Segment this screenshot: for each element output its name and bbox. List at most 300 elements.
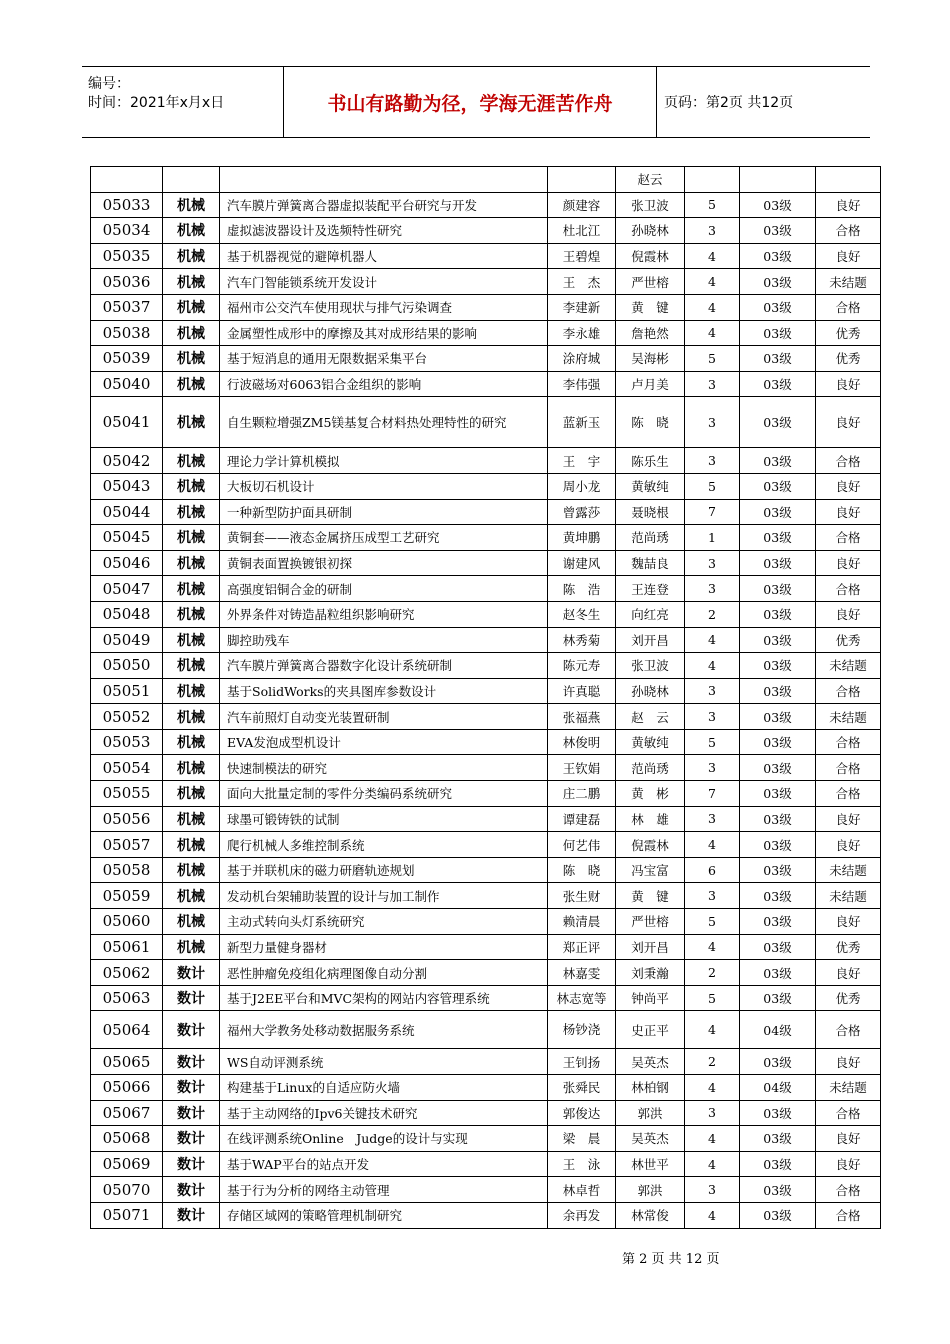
cell-members: 4 [685, 1126, 740, 1152]
cell-result: 良好 [816, 397, 881, 448]
cell-result: 合格 [816, 1202, 881, 1228]
cell-result: 未结题 [816, 653, 881, 679]
cell-grade: 03级 [740, 320, 816, 346]
table-row [91, 167, 881, 193]
cell-no: 05055 [91, 781, 163, 807]
table-row [91, 371, 881, 397]
cell-title: 爬行机械人多维控制系统 [220, 832, 548, 858]
cell-no: 05047 [91, 576, 163, 602]
header-motto-cell [283, 67, 657, 137]
footer-page-text: 第 2 页 共 12 页 [622, 1252, 720, 1267]
table-row [91, 627, 881, 653]
cell-members: 4 [685, 1202, 740, 1228]
cell-advisor: 赵云 [616, 167, 685, 193]
cell-dept: 数计 [163, 1177, 220, 1203]
cell-no: 05057 [91, 832, 163, 858]
table-row [91, 294, 881, 320]
cell-advisor: 孙晓林 [616, 678, 685, 704]
cell-no: 05035 [91, 243, 163, 269]
cell-student: 庄二鹏 [548, 781, 616, 807]
cell-result: 合格 [816, 678, 881, 704]
cell-dept [163, 167, 220, 193]
cell-grade: 03级 [740, 729, 816, 755]
cell-advisor: 林 雄 [616, 806, 685, 832]
cell-dept: 机械 [163, 883, 220, 909]
time-label: 时间：2021年x月x日 [88, 95, 225, 111]
cell-members: 3 [685, 1177, 740, 1203]
cell-advisor: 郭洪 [616, 1100, 685, 1126]
cell-student: 颜建容 [548, 192, 616, 218]
cell-dept: 机械 [163, 729, 220, 755]
cell-student: 谭建磊 [548, 806, 616, 832]
table-row [91, 1011, 881, 1049]
cell-result: 良好 [816, 601, 881, 627]
cell-result: 合格 [816, 576, 881, 602]
cell-title: 新型力量健身器材 [220, 934, 548, 960]
cell-result: 优秀 [816, 627, 881, 653]
cell-no: 05051 [91, 678, 163, 704]
table-row [91, 883, 881, 909]
cell-student: 李建新 [548, 294, 616, 320]
cell-title: 球墨可锻铸铁的试制 [220, 806, 548, 832]
cell-student: 王 泳 [548, 1151, 616, 1177]
cell-title: 高强度铝铜合金的研制 [220, 576, 548, 602]
table-row [91, 755, 881, 781]
cell-student: 赖清晨 [548, 909, 616, 935]
cell-advisor: 陈乐生 [616, 448, 685, 474]
cell-dept: 机械 [163, 346, 220, 372]
cell-title: 恶性肿瘤免疫组化病理图像自动分割 [220, 960, 548, 986]
table-row [91, 832, 881, 858]
cell-no: 05052 [91, 704, 163, 730]
cell-members: 4 [685, 1075, 740, 1101]
cell-members: 5 [685, 346, 740, 372]
cell-student: 李伟强 [548, 371, 616, 397]
cell-dept: 数计 [163, 1049, 220, 1075]
cell-advisor: 黄敏纯 [616, 473, 685, 499]
cell-no: 05050 [91, 653, 163, 679]
table-row [91, 1075, 881, 1101]
cell-student: 郑正评 [548, 934, 616, 960]
cell-no: 05071 [91, 1202, 163, 1228]
cell-title: 基于主动网络的Ipv6关键技术研究 [220, 1100, 548, 1126]
cell-grade: 04级 [740, 1075, 816, 1101]
cell-result: 合格 [816, 781, 881, 807]
cell-dept: 机械 [163, 781, 220, 807]
cell-dept: 数计 [163, 1011, 220, 1049]
cell-members: 4 [685, 294, 740, 320]
cell-title: 外界条件对铸造晶粒组织影响研究 [220, 601, 548, 627]
cell-no: 05062 [91, 960, 163, 986]
cell-student: 张福燕 [548, 704, 616, 730]
cell-no: 05063 [91, 985, 163, 1011]
cell-members: 3 [685, 448, 740, 474]
cell-no: 05048 [91, 601, 163, 627]
cell-members: 3 [685, 1100, 740, 1126]
cell-no: 05056 [91, 806, 163, 832]
cell-dept: 数计 [163, 1126, 220, 1152]
cell-advisor: 黄 键 [616, 294, 685, 320]
table-row [91, 781, 881, 807]
cell-no: 05033 [91, 192, 163, 218]
cell-grade: 03级 [740, 985, 816, 1011]
table-row [91, 346, 881, 372]
cell-student: 林秀菊 [548, 627, 616, 653]
cell-grade: 03级 [740, 1100, 816, 1126]
cell-dept: 机械 [163, 857, 220, 883]
cell-advisor: 孙晓林 [616, 218, 685, 244]
cell-student [548, 167, 616, 193]
cell-result: 合格 [816, 218, 881, 244]
cell-no: 05054 [91, 755, 163, 781]
table-row [91, 1100, 881, 1126]
cell-dept: 机械 [163, 294, 220, 320]
cell-student: 王碧煌 [548, 243, 616, 269]
cell-student: 余再发 [548, 1202, 616, 1228]
cell-title: 快速制模法的研究 [220, 755, 548, 781]
cell-grade: 03级 [740, 627, 816, 653]
cell-title: 基于WAP平台的站点开发 [220, 1151, 548, 1177]
cell-grade: 03级 [740, 473, 816, 499]
cell-advisor: 向红亮 [616, 601, 685, 627]
cell-members: 5 [685, 985, 740, 1011]
cell-members: 4 [685, 832, 740, 858]
cell-title: WS自动评测系统 [220, 1049, 548, 1075]
cell-title: 汽车门智能锁系统开发设计 [220, 269, 548, 295]
cell-grade: 03级 [740, 550, 816, 576]
cell-result: 未结题 [816, 857, 881, 883]
cell-no: 05059 [91, 883, 163, 909]
cell-no: 05065 [91, 1049, 163, 1075]
cell-grade: 03级 [740, 781, 816, 807]
cell-grade: 03级 [740, 218, 816, 244]
cell-members: 2 [685, 960, 740, 986]
table-row [91, 473, 881, 499]
cell-dept: 机械 [163, 550, 220, 576]
cell-student: 陈 浩 [548, 576, 616, 602]
cell-no: 05034 [91, 218, 163, 244]
cell-student: 曾露莎 [548, 499, 616, 525]
table-row [91, 397, 881, 448]
cell-advisor: 范尚琇 [616, 525, 685, 551]
cell-advisor: 严世榕 [616, 909, 685, 935]
cell-student: 郭俊达 [548, 1100, 616, 1126]
cell-grade: 03级 [740, 909, 816, 935]
cell-members: 3 [685, 397, 740, 448]
cell-grade: 03级 [740, 832, 816, 858]
cell-grade: 03级 [740, 1049, 816, 1075]
cell-advisor: 刘开昌 [616, 627, 685, 653]
cell-dept: 机械 [163, 320, 220, 346]
table-row [91, 218, 881, 244]
cell-no: 05038 [91, 320, 163, 346]
cell-student: 涂府城 [548, 346, 616, 372]
cell-dept: 数计 [163, 1100, 220, 1126]
cell-members: 4 [685, 653, 740, 679]
cell-members: 3 [685, 704, 740, 730]
cell-advisor: 林常俊 [616, 1202, 685, 1228]
cell-student: 李永雄 [548, 320, 616, 346]
table-row [91, 934, 881, 960]
cell-no: 05058 [91, 857, 163, 883]
cell-members: 5 [685, 473, 740, 499]
cell-advisor: 张卫波 [616, 192, 685, 218]
cell-title: 基于机器视觉的避障机器人 [220, 243, 548, 269]
cell-student: 林志宽等 [548, 985, 616, 1011]
cell-no: 05041 [91, 397, 163, 448]
cell-grade: 03级 [740, 243, 816, 269]
cell-student: 黄坤鹏 [548, 525, 616, 551]
cell-grade: 03级 [740, 678, 816, 704]
cell-student: 张舜民 [548, 1075, 616, 1101]
cell-no [91, 167, 163, 193]
cell-result: 合格 [816, 755, 881, 781]
cell-members: 4 [685, 243, 740, 269]
cell-result: 优秀 [816, 346, 881, 372]
cell-no: 05043 [91, 473, 163, 499]
cell-title: 行波磁场对6063铝合金组织的影响 [220, 371, 548, 397]
cell-result: 未结题 [816, 883, 881, 909]
cell-dept: 机械 [163, 627, 220, 653]
table-row [91, 1049, 881, 1075]
cell-advisor: 林柏钢 [616, 1075, 685, 1101]
cell-title: 金属塑性成形中的摩擦及其对成形结果的影响 [220, 320, 548, 346]
cell-members: 7 [685, 781, 740, 807]
cell-dept: 机械 [163, 243, 220, 269]
table-row [91, 729, 881, 755]
cell-grade: 03级 [740, 601, 816, 627]
cell-dept: 机械 [163, 269, 220, 295]
cell-title: 汽车膜片弹簧离合器虚拟装配平台研究与开发 [220, 192, 548, 218]
cell-grade: 03级 [740, 576, 816, 602]
cell-members: 2 [685, 1049, 740, 1075]
cell-grade: 03级 [740, 1177, 816, 1203]
cell-student: 王 杰 [548, 269, 616, 295]
table-row [91, 320, 881, 346]
cell-result: 未结题 [816, 704, 881, 730]
cell-dept: 机械 [163, 499, 220, 525]
cell-title: 汽车膜片弹簧离合器数字化设计系统研制 [220, 653, 548, 679]
cell-student: 陈元寿 [548, 653, 616, 679]
cell-result: 良好 [816, 960, 881, 986]
cell-result: 合格 [816, 729, 881, 755]
cell-grade: 03级 [740, 448, 816, 474]
cell-grade: 03级 [740, 525, 816, 551]
cell-no: 05036 [91, 269, 163, 295]
cell-grade: 03级 [740, 806, 816, 832]
cell-no: 05067 [91, 1100, 163, 1126]
cell-no: 05066 [91, 1075, 163, 1101]
cell-student: 何艺伟 [548, 832, 616, 858]
table-row [91, 448, 881, 474]
cell-members: 4 [685, 1151, 740, 1177]
cell-advisor: 林世平 [616, 1151, 685, 1177]
table-row [91, 857, 881, 883]
cell-title: 一种新型防护面具研制 [220, 499, 548, 525]
cell-advisor: 黄 键 [616, 883, 685, 909]
cell-advisor: 张卫波 [616, 653, 685, 679]
cell-advisor: 魏喆良 [616, 550, 685, 576]
header-meta [82, 67, 282, 137]
cell-members [685, 167, 740, 193]
cell-title: 基于并联机床的磁力研磨轨迹规划 [220, 857, 548, 883]
cell-title: 福州市公交汽车使用现状与排气污染调查 [220, 294, 548, 320]
cell-student: 陈 晓 [548, 857, 616, 883]
cell-title: 自生颗粒增强ZM5镁基复合材料热处理特性的研究 [220, 397, 548, 448]
cell-dept: 机械 [163, 576, 220, 602]
cell-title: 发动机台架辅助装置的设计与加工制作 [220, 883, 548, 909]
cell-student: 杨钞浇 [548, 1011, 616, 1049]
cell-members: 5 [685, 192, 740, 218]
cell-advisor: 黄 彬 [616, 781, 685, 807]
cell-advisor: 王连登 [616, 576, 685, 602]
cell-advisor: 黄敏纯 [616, 729, 685, 755]
cell-student: 林卓哲 [548, 1177, 616, 1203]
cell-title: 构建基于Linux的自适应防火墙 [220, 1075, 548, 1101]
cell-advisor: 刘开昌 [616, 934, 685, 960]
cell-result: 未结题 [816, 1075, 881, 1101]
cell-members: 3 [685, 883, 740, 909]
table-row [91, 704, 881, 730]
cell-result: 合格 [816, 1100, 881, 1126]
cell-advisor: 陈 晓 [616, 397, 685, 448]
cell-result: 良好 [816, 499, 881, 525]
cell-result: 优秀 [816, 934, 881, 960]
cell-dept: 数计 [163, 1075, 220, 1101]
cell-advisor: 史正平 [616, 1011, 685, 1049]
table-row [91, 1202, 881, 1228]
cell-grade: 03级 [740, 883, 816, 909]
cell-result: 合格 [816, 1177, 881, 1203]
cell-advisor: 吴英杰 [616, 1126, 685, 1152]
table-body [91, 167, 881, 1229]
cell-grade: 03级 [740, 1151, 816, 1177]
cell-result: 合格 [816, 294, 881, 320]
table-row [91, 550, 881, 576]
cell-dept: 机械 [163, 525, 220, 551]
cell-dept: 数计 [163, 1151, 220, 1177]
cell-no: 05069 [91, 1151, 163, 1177]
cell-grade: 03级 [740, 346, 816, 372]
cell-grade: 03级 [740, 1202, 816, 1228]
cell-dept: 数计 [163, 960, 220, 986]
cell-student: 杜北江 [548, 218, 616, 244]
cell-dept: 机械 [163, 704, 220, 730]
cell-result: 良好 [816, 909, 881, 935]
cell-student: 林俊明 [548, 729, 616, 755]
cell-student: 蓝新玉 [548, 397, 616, 448]
table-row [91, 1151, 881, 1177]
cell-title: 在线评测系统Online Judge的设计与实现 [220, 1126, 548, 1152]
cell-advisor: 冯宝富 [616, 857, 685, 883]
cell-no: 05039 [91, 346, 163, 372]
cell-members: 1 [685, 525, 740, 551]
cell-title: 基于行为分析的网络主动管理 [220, 1177, 548, 1203]
cell-result: 良好 [816, 1151, 881, 1177]
cell-members: 4 [685, 320, 740, 346]
table-row [91, 1126, 881, 1152]
cell-dept: 机械 [163, 806, 220, 832]
cell-advisor: 吴海彬 [616, 346, 685, 372]
cell-result: 良好 [816, 371, 881, 397]
cell-title: 大板切石机设计 [220, 473, 548, 499]
cell-grade: 03级 [740, 499, 816, 525]
cell-no: 05064 [91, 1011, 163, 1049]
table-row [91, 1177, 881, 1203]
cell-title: 存储区域网的策略管理机制研究 [220, 1202, 548, 1228]
table-row [91, 960, 881, 986]
cell-members: 6 [685, 857, 740, 883]
project-table [90, 166, 881, 1229]
cell-title: 虚拟滤波器设计及选频特性研究 [220, 218, 548, 244]
table-row [91, 499, 881, 525]
cell-dept: 机械 [163, 653, 220, 679]
cell-members: 7 [685, 499, 740, 525]
cell-members: 2 [685, 601, 740, 627]
cell-title: 基于J2EE平台和MVC架构的网站内容管理系统 [220, 985, 548, 1011]
cell-advisor: 詹艳然 [616, 320, 685, 346]
cell-dept: 机械 [163, 448, 220, 474]
cell-no: 05046 [91, 550, 163, 576]
motto-text: 书山有路勤为径，学海无涯苦作舟 [327, 92, 613, 115]
cell-student: 王 宇 [548, 448, 616, 474]
cell-grade: 03级 [740, 704, 816, 730]
cell-title: 面向大批量定制的零件分类编码系统研究 [220, 781, 548, 807]
cell-no: 05070 [91, 1177, 163, 1203]
cell-grade: 03级 [740, 397, 816, 448]
table-row [91, 678, 881, 704]
table-row [91, 243, 881, 269]
cell-student: 谢建风 [548, 550, 616, 576]
cell-student: 赵冬生 [548, 601, 616, 627]
cell-title [220, 167, 548, 193]
cell-grade: 03级 [740, 755, 816, 781]
cell-grade: 03级 [740, 192, 816, 218]
table-row [91, 269, 881, 295]
cell-dept: 机械 [163, 192, 220, 218]
cell-members: 3 [685, 806, 740, 832]
cell-dept: 机械 [163, 909, 220, 935]
table-row [91, 653, 881, 679]
cell-title: 理论力学计算机模拟 [220, 448, 548, 474]
cell-dept: 机械 [163, 755, 220, 781]
cell-result: 合格 [816, 1011, 881, 1049]
cell-no: 05042 [91, 448, 163, 474]
cell-title: 基于SolidWorks的夹具图库参数设计 [220, 678, 548, 704]
cell-members: 3 [685, 218, 740, 244]
cell-advisor: 倪霞林 [616, 832, 685, 858]
cell-members: 3 [685, 755, 740, 781]
cell-advisor: 聂晓根 [616, 499, 685, 525]
cell-dept: 机械 [163, 832, 220, 858]
cell-advisor: 范尚琇 [616, 755, 685, 781]
cell-title: 主动式转向头灯系统研究 [220, 909, 548, 935]
table-row [91, 576, 881, 602]
cell-advisor: 卢月美 [616, 371, 685, 397]
cell-advisor: 刘秉瀚 [616, 960, 685, 986]
cell-student: 梁 晨 [548, 1126, 616, 1152]
cell-dept: 机械 [163, 678, 220, 704]
cell-no: 05060 [91, 909, 163, 935]
cell-result: 合格 [816, 525, 881, 551]
cell-result [816, 167, 881, 193]
cell-no: 05061 [91, 934, 163, 960]
table-row [91, 601, 881, 627]
cell-no: 05049 [91, 627, 163, 653]
cell-title: EVA发泡成型机设计 [220, 729, 548, 755]
cell-no: 05068 [91, 1126, 163, 1152]
cell-student: 周小龙 [548, 473, 616, 499]
